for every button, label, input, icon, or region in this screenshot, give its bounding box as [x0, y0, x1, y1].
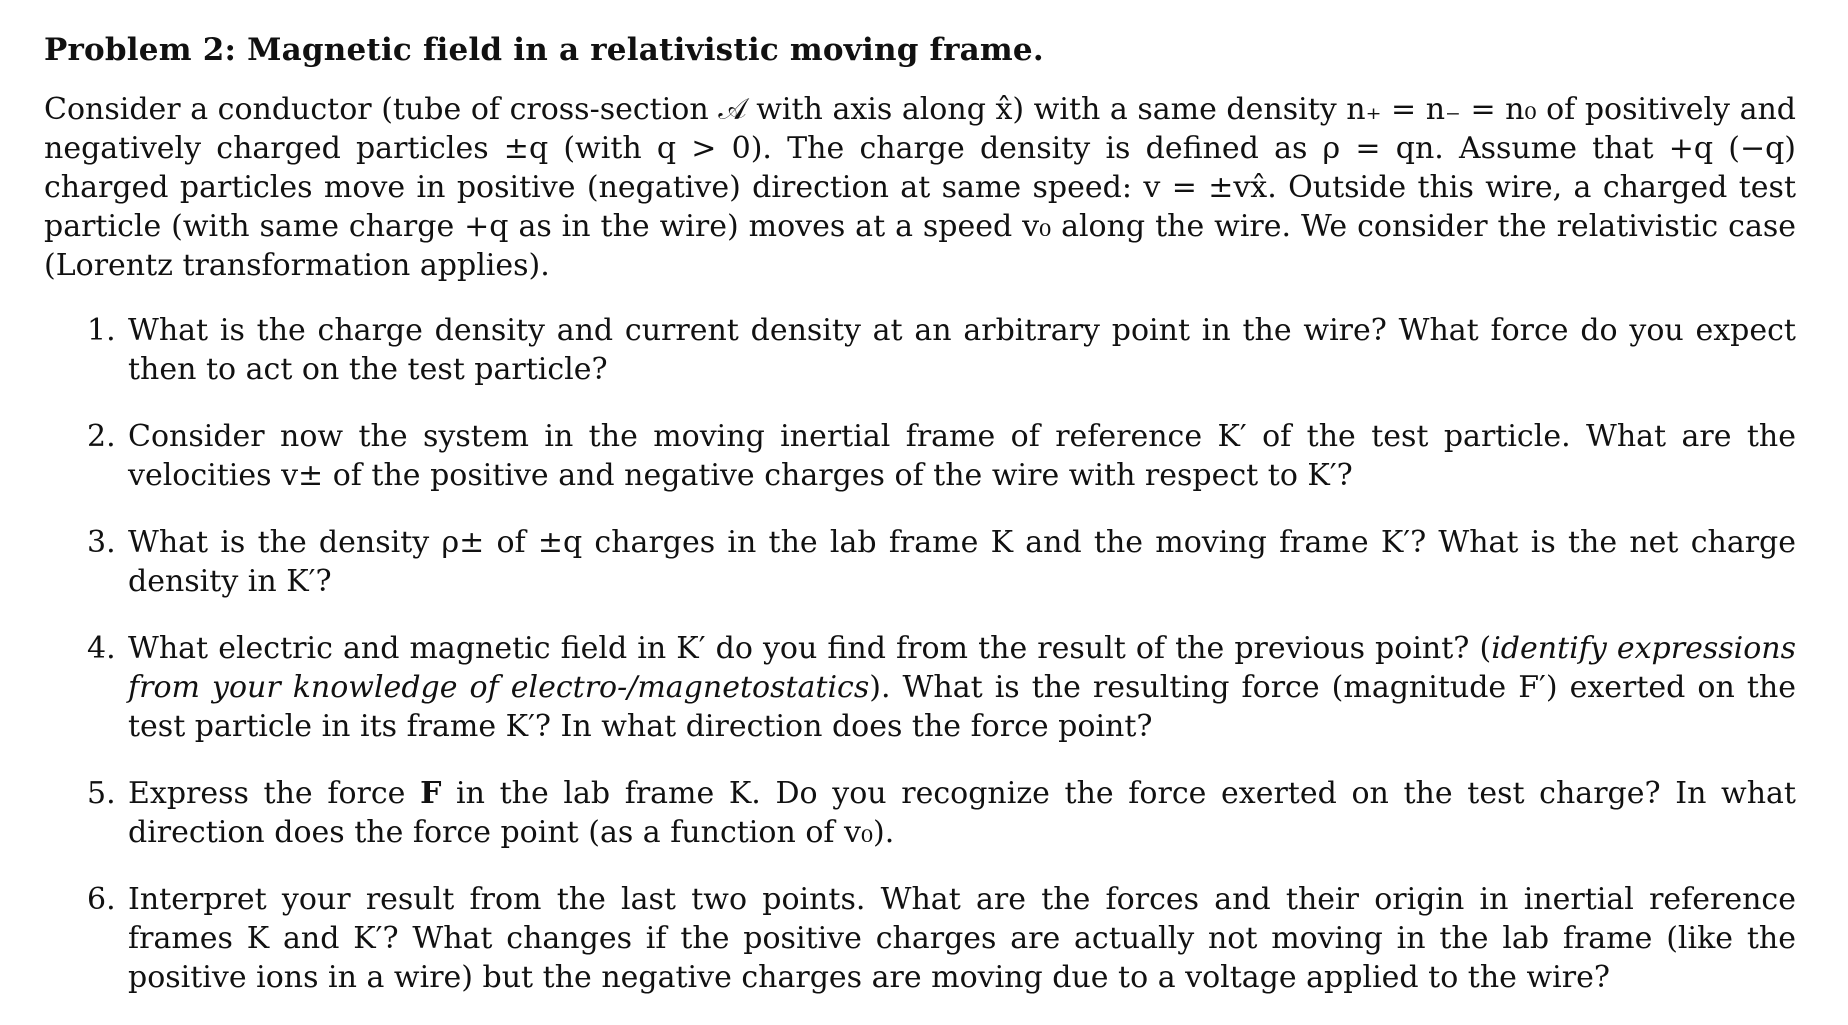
- question-number: 4.: [87, 631, 116, 666]
- question-item-1: [44, 311, 1796, 389]
- question-item-3: [44, 523, 1796, 601]
- question-number: 5.: [87, 776, 116, 811]
- problem-page: [44, 30, 1796, 1025]
- question-text-part: ). What is the resulting force (magnitude F′) exerted on the test particle in its frame K′? In what direction does the force point?: [128, 670, 1796, 744]
- question-text-part: in the lab frame K. Do you recognize the force exerted on the test charge? In what direction does the force point (as a function of v₀).: [128, 776, 1796, 850]
- force-symbol: F: [420, 776, 442, 811]
- question-item-6: [44, 880, 1796, 997]
- question-text-part: Express the force: [128, 776, 421, 811]
- question-item-4: [44, 629, 1796, 746]
- question-text: Interpret your result from the last two points. What are the forces and their origin in inertial reference frames K and K′? What changes if the positive charges are actually not moving in the lab frame (like the positive ions in a wire) but the negative charges are moving due to a voltage applied to the wire?: [128, 882, 1796, 995]
- question-text: What is the charge density and current density at an arbitrary point in the wire? What force do you expect then to act on the test particle?: [128, 313, 1796, 387]
- question-text-part: What electric and magnetic field in K′ do you find from the result of the previous point? (: [128, 631, 1492, 666]
- problem-intro: Consider a conductor (tube of cross-section 𝒜 with axis along x̂) with a same density n₊ = n₋ = n₀ of positively and negatively charged particles ±q (with q > 0). The charge density is defined as ρ = qn. Assume that +q (−q) charged particles move in positive (negative) direction at same speed: v = ±vx̂. Outside this wire, a charged test particle (with same charge +q as in the wire) moves at a speed v₀ along the wire. We consider the relativistic case (Lorentz transformation applies).: [44, 92, 1796, 283]
- question-italic-hint: identify expressions from your knowledge of electro-/magnetostatics: [128, 631, 1796, 705]
- question-item-5: [44, 774, 1796, 852]
- question-list: [44, 311, 1796, 997]
- question-text: Consider now the system in the moving inertial frame of reference K′ of the test particle. What are the velocities v± of the positive and negative charges of the wire with respect to K′?: [128, 419, 1796, 493]
- question-text: What is the density ρ± of ±q charges in the lab frame K and the moving frame K′? What is the net charge density in K′?: [128, 525, 1796, 599]
- question-number: 6.: [87, 882, 116, 917]
- question-number: 2.: [87, 419, 116, 454]
- question-item-2: [44, 417, 1796, 495]
- question-number: 3.: [87, 525, 116, 560]
- question-number: 1.: [87, 313, 116, 348]
- problem-title: Problem 2: Magnetic field in a relativistic moving frame.: [44, 32, 1044, 68]
